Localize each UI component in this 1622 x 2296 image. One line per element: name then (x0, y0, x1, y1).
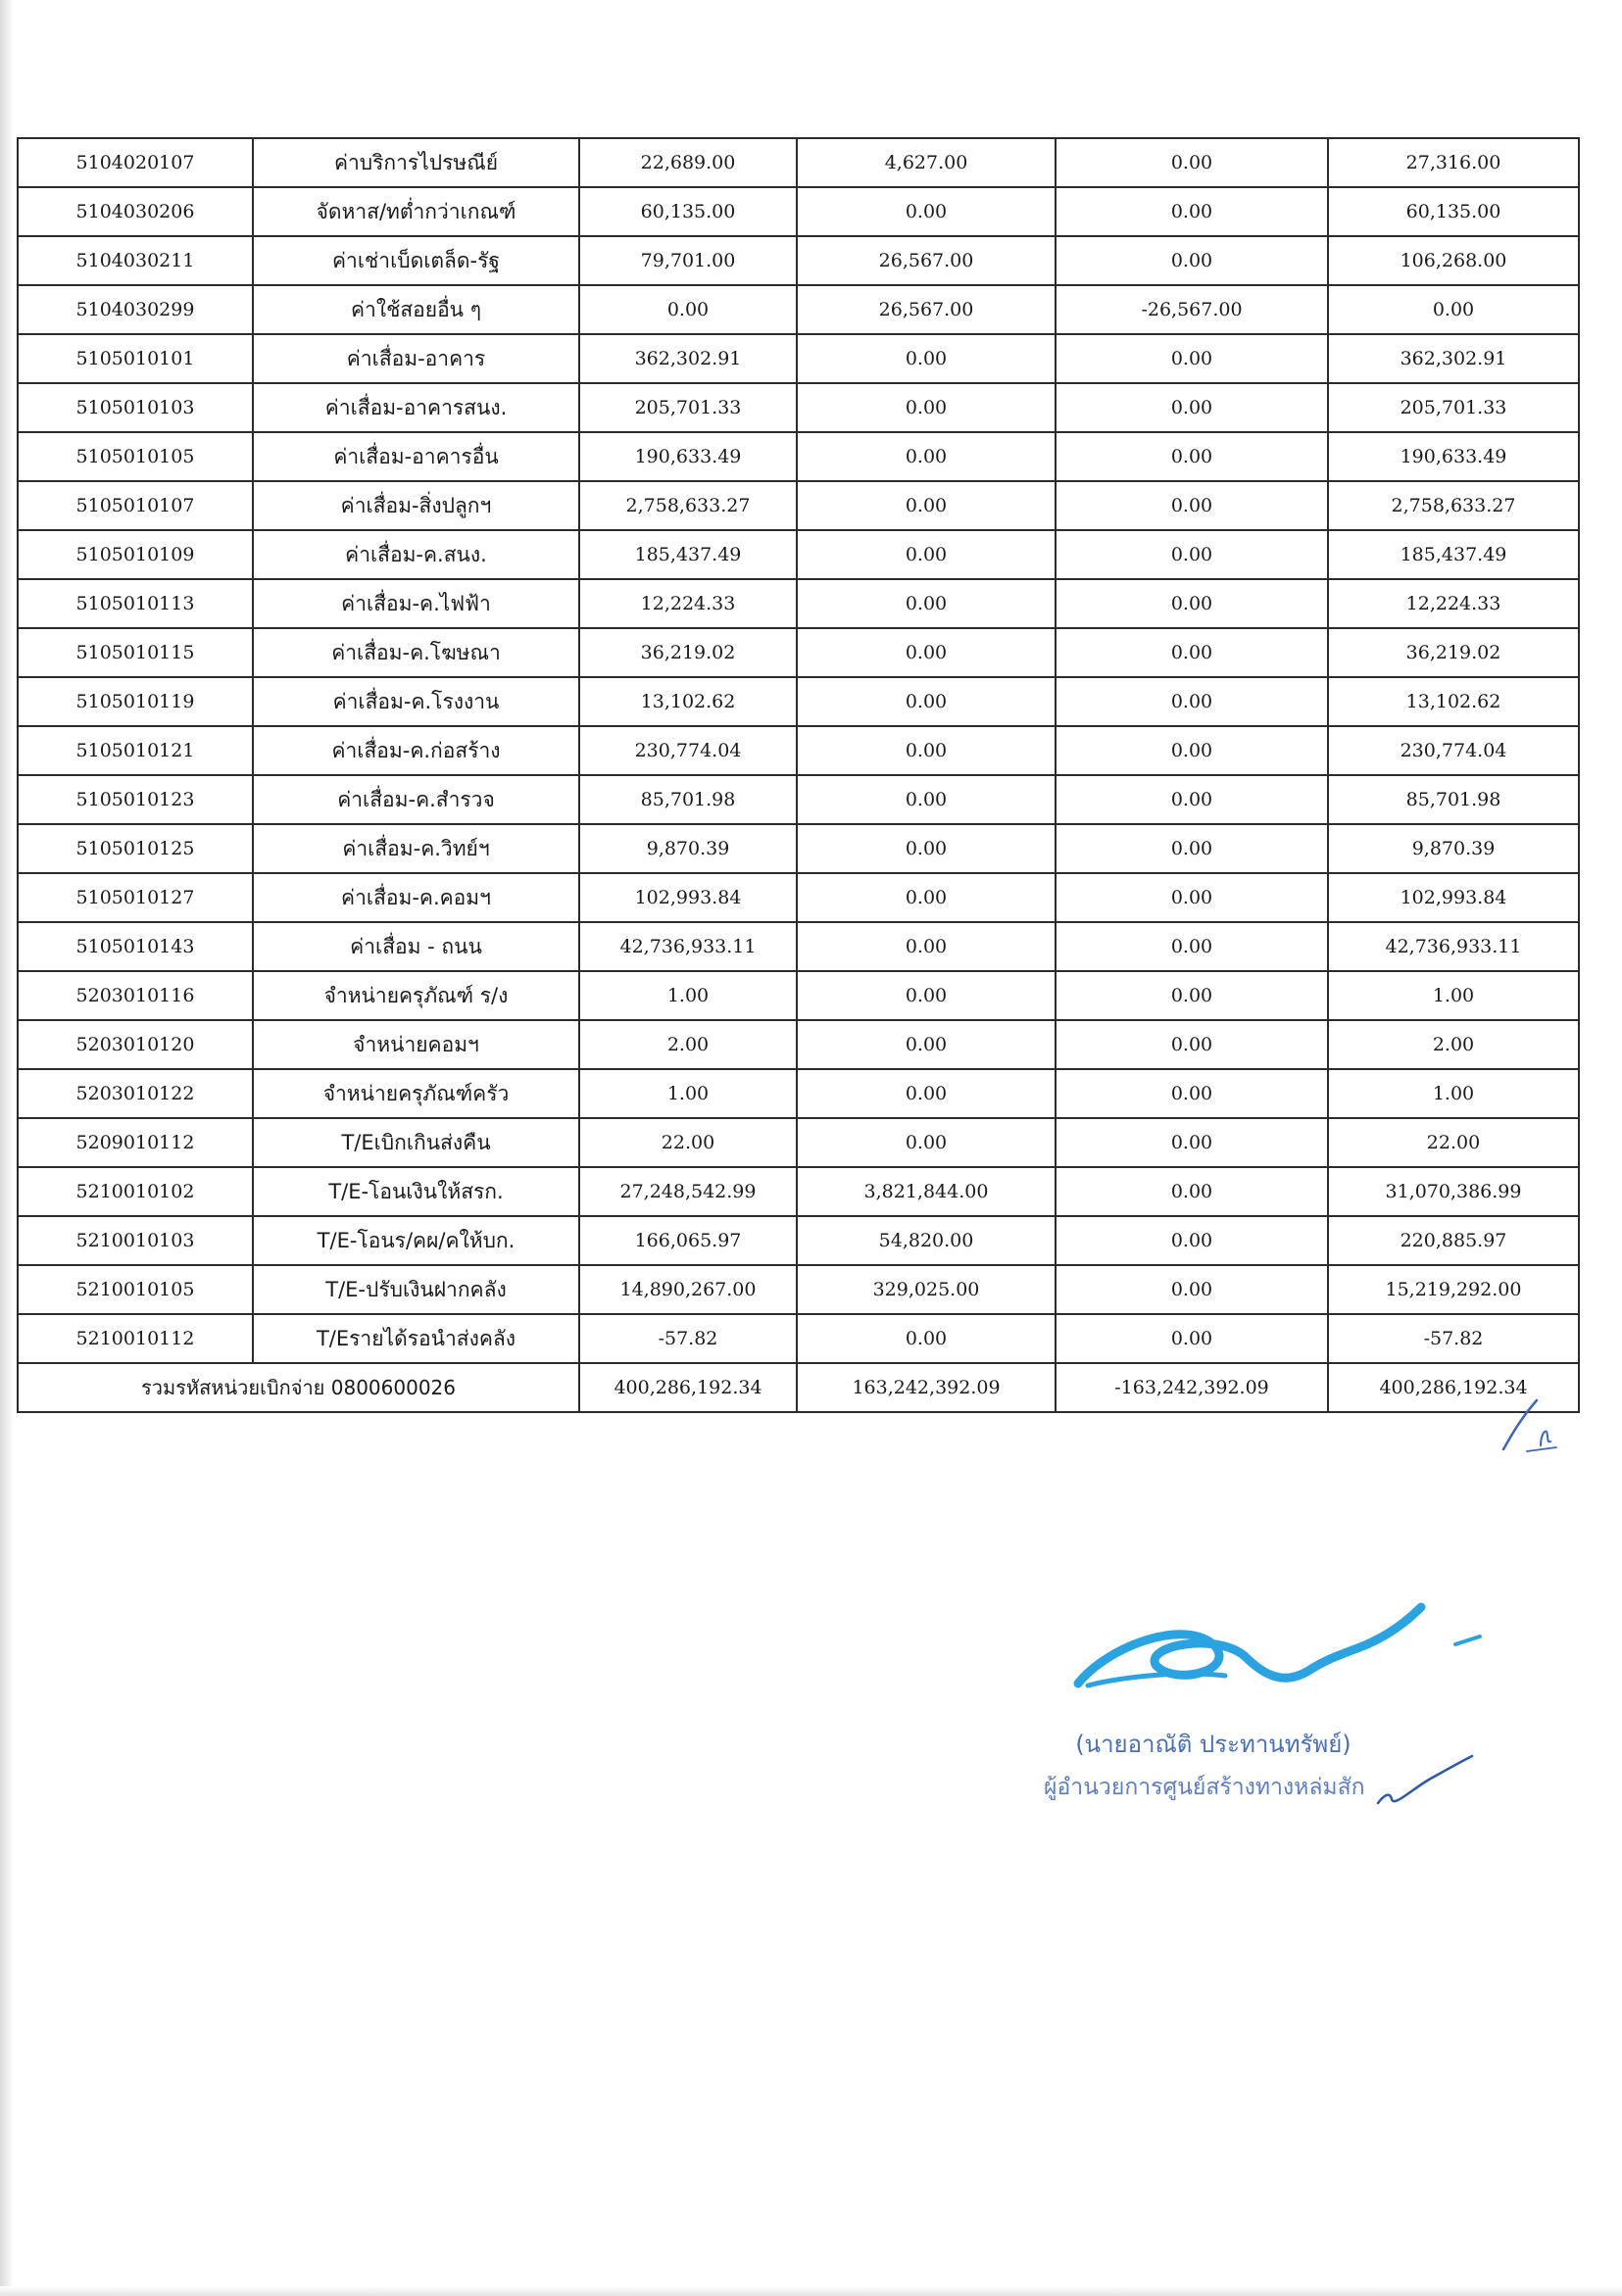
amount-cell-col3: 0.00 (1056, 1314, 1328, 1363)
amount-cell-col1: 36,219.02 (579, 628, 797, 677)
account-code-cell: 5104020107 (18, 138, 253, 187)
table-row (18, 1118, 1579, 1167)
amount-cell-col2: 0.00 (797, 1118, 1056, 1167)
account-code-cell: 5104030211 (18, 236, 253, 285)
table-row (18, 1167, 1579, 1216)
signer-name: (นายอาณัติ ประทานทรัพย์) (1075, 1731, 1352, 1758)
amount-cell-col1: 22.00 (579, 1118, 797, 1167)
table-row (18, 1314, 1579, 1363)
amount-cell-col3: 0.00 (1056, 1020, 1328, 1069)
account-code-cell: 5203010120 (18, 1020, 253, 1069)
amount-cell-col1: 230,774.04 (579, 726, 797, 775)
account-code-cell: 5105010125 (18, 824, 253, 873)
amount-cell-col1: 362,302.91 (579, 334, 797, 383)
account-code-cell: 5210010103 (18, 1216, 253, 1265)
account-description-cell: ค่าเสื่อม-อาคาร (253, 334, 579, 383)
account-description-cell: ค่าเสื่อม-สิ่งปลูกฯ (253, 481, 579, 530)
amount-cell-col3: 0.00 (1056, 1069, 1328, 1118)
amount-cell-col4: 42,736,933.11 (1328, 922, 1579, 971)
amount-cell-col4: 13,102.62 (1328, 677, 1579, 726)
account-description-cell: จำหน่ายครุภัณฑ์ครัว (253, 1069, 579, 1118)
scan-edge-bottom (0, 2286, 1622, 2296)
amount-cell-col3: 0.00 (1056, 677, 1328, 726)
table-row (18, 677, 1579, 726)
amount-cell-col2: 0.00 (797, 579, 1056, 628)
amount-cell-col1: 27,248,542.99 (579, 1167, 797, 1216)
amount-cell-col3: 0.00 (1056, 1167, 1328, 1216)
amount-cell-col1: 2,758,633.27 (579, 481, 797, 530)
account-code-cell: 5105010119 (18, 677, 253, 726)
amount-cell-col4: 185,437.49 (1328, 530, 1579, 579)
account-code-cell: 5104030206 (18, 187, 253, 236)
table-body (18, 138, 1579, 1412)
amount-cell-col4: 1.00 (1328, 1069, 1579, 1118)
amount-cell-col3: 0.00 (1056, 971, 1328, 1020)
amount-cell-col2: 0.00 (797, 628, 1056, 677)
check-tick-mark (1498, 1396, 1576, 1455)
table-row (18, 334, 1579, 383)
table-row (18, 530, 1579, 579)
amount-cell-col4: 85,701.98 (1328, 775, 1579, 824)
table-row (18, 579, 1579, 628)
account-description-cell: จำหน่ายคอมฯ (253, 1020, 579, 1069)
amount-cell-col1: 190,633.49 (579, 432, 797, 481)
account-description-cell: ค่าเสื่อม-ค.คอมฯ (253, 873, 579, 922)
initial-mark (1370, 1752, 1478, 1811)
amount-cell-col4: 60,135.00 (1328, 187, 1579, 236)
total-row (18, 1363, 1579, 1412)
amount-cell-col2: 26,567.00 (797, 285, 1056, 334)
amount-cell-col2: 0.00 (797, 1020, 1056, 1069)
account-description-cell: ค่าเสื่อม-ค.สนง. (253, 530, 579, 579)
amount-cell-col1: 14,890,267.00 (579, 1265, 797, 1314)
account-code-cell: 5105010121 (18, 726, 253, 775)
amount-cell-col3: 0.00 (1056, 383, 1328, 432)
table-row (18, 236, 1579, 285)
account-description-cell: ค่าเสื่อม-ค.สำรวจ (253, 775, 579, 824)
amount-cell-col1: 185,437.49 (579, 530, 797, 579)
table-row (18, 481, 1579, 530)
table-row (18, 775, 1579, 824)
amount-cell-col1: 1.00 (579, 971, 797, 1020)
amount-cell-col1: 13,102.62 (579, 677, 797, 726)
account-description-cell: จัดหาส/ทต่ำกว่าเกณฑ์ (253, 187, 579, 236)
account-code-cell: 5203010122 (18, 1069, 253, 1118)
amount-cell-col1: 79,701.00 (579, 236, 797, 285)
amount-cell-col4: 9,870.39 (1328, 824, 1579, 873)
amount-cell-col3: 0.00 (1056, 1265, 1328, 1314)
table-row (18, 383, 1579, 432)
account-description-cell: ค่าเสื่อม-ค.วิทย์ฯ (253, 824, 579, 873)
total-amount-cell-c2: 163,242,392.09 (797, 1363, 1056, 1412)
amount-cell-col4: 22.00 (1328, 1118, 1579, 1167)
amount-cell-col1: 2.00 (579, 1020, 797, 1069)
amount-cell-col2: 0.00 (797, 971, 1056, 1020)
account-code-cell: 5209010112 (18, 1118, 253, 1167)
account-code-cell: 5203010116 (18, 971, 253, 1020)
amount-cell-col2: 0.00 (797, 530, 1056, 579)
amount-cell-col3: 0.00 (1056, 530, 1328, 579)
account-description-cell: ค่าเสื่อม-ค.โฆษณา (253, 628, 579, 677)
account-description-cell: ค่าเสื่อม - ถนน (253, 922, 579, 971)
account-description-cell: ค่าเช่าเบ็ดเตล็ด-รัฐ (253, 236, 579, 285)
account-description-cell: ค่าเสื่อม-ค.โรงงาน (253, 677, 579, 726)
amount-cell-col3: 0.00 (1056, 187, 1328, 236)
amount-cell-col2: 0.00 (797, 481, 1056, 530)
account-description-cell: ค่าใช้สอยอื่น ๆ (253, 285, 579, 334)
account-code-cell: 5210010105 (18, 1265, 253, 1314)
amount-cell-col3: 0.00 (1056, 579, 1328, 628)
amount-cell-col3: 0.00 (1056, 922, 1328, 971)
amount-cell-col3: -26,567.00 (1056, 285, 1328, 334)
amount-cell-col3: 0.00 (1056, 1216, 1328, 1265)
amount-cell-col2: 4,627.00 (797, 138, 1056, 187)
amount-cell-col1: 9,870.39 (579, 824, 797, 873)
scan-edge-shadow (0, 0, 14, 2296)
account-code-cell: 5105010103 (18, 383, 253, 432)
table-row (18, 1069, 1579, 1118)
amount-cell-col3: 0.00 (1056, 481, 1328, 530)
account-code-cell: 5105010127 (18, 873, 253, 922)
amount-cell-col3: 0.00 (1056, 824, 1328, 873)
account-description-cell: T/Eรายได้รอนำส่งคลัง (253, 1314, 579, 1363)
account-description-cell: T/Eเบิกเกินส่งคืน (253, 1118, 579, 1167)
amount-cell-col2: 26,567.00 (797, 236, 1056, 285)
amount-cell-col4: 220,885.97 (1328, 1216, 1579, 1265)
account-description-cell: T/E-โอนเงินให้สรก. (253, 1167, 579, 1216)
total-amount-cell-c4: 400,286,192.34 (1328, 1363, 1579, 1412)
amount-cell-col4: 31,070,386.99 (1328, 1167, 1579, 1216)
amount-cell-col4: 15,219,292.00 (1328, 1265, 1579, 1314)
handwritten-signature (1068, 1578, 1490, 1705)
amount-cell-col4: 0.00 (1328, 285, 1579, 334)
amount-cell-col4: 2,758,633.27 (1328, 481, 1579, 530)
amount-cell-col4: 27,316.00 (1328, 138, 1579, 187)
account-description-cell: ค่าเสื่อม-อาคารอื่น (253, 432, 579, 481)
table-row (18, 726, 1579, 775)
amount-cell-col1: 42,736,933.11 (579, 922, 797, 971)
amount-cell-col3: 0.00 (1056, 873, 1328, 922)
account-description-cell: ค่าเสื่อม-ค.ก่อสร้าง (253, 726, 579, 775)
amount-cell-col3: 0.00 (1056, 1118, 1328, 1167)
account-code-cell: 5105010107 (18, 481, 253, 530)
amount-cell-col1: 85,701.98 (579, 775, 797, 824)
table-row (18, 628, 1579, 677)
account-code-cell: 5105010113 (18, 579, 253, 628)
account-code-cell: 5105010115 (18, 628, 253, 677)
total-amount-cell-c3: -163,242,392.09 (1056, 1363, 1328, 1412)
amount-cell-col1: 12,224.33 (579, 579, 797, 628)
amount-cell-col3: 0.00 (1056, 334, 1328, 383)
amount-cell-col1: 205,701.33 (579, 383, 797, 432)
amount-cell-col4: 106,268.00 (1328, 236, 1579, 285)
table-row (18, 873, 1579, 922)
account-description-cell: จำหน่ายครุภัณฑ์ ร/ง (253, 971, 579, 1020)
amount-cell-col4: 190,633.49 (1328, 432, 1579, 481)
amount-cell-col2: 54,820.00 (797, 1216, 1056, 1265)
account-code-cell: 5210010112 (18, 1314, 253, 1363)
account-code-cell: 5210010102 (18, 1167, 253, 1216)
amount-cell-col3: 0.00 (1056, 138, 1328, 187)
amount-cell-col4: 1.00 (1328, 971, 1579, 1020)
account-description-cell: T/E-โอนร/คผ/คให้บก. (253, 1216, 579, 1265)
amount-cell-col1: 0.00 (579, 285, 797, 334)
account-code-cell: 5105010105 (18, 432, 253, 481)
account-description-cell: ค่าบริการไปรษณีย์ (253, 138, 579, 187)
signer-title: ผู้อำนวยการศูนย์สร้างทางหล่มสัก (1044, 1775, 1365, 1800)
amount-cell-col1: 60,135.00 (579, 187, 797, 236)
amount-cell-col2: 0.00 (797, 873, 1056, 922)
amount-cell-col4: 230,774.04 (1328, 726, 1579, 775)
amount-cell-col2: 0.00 (797, 726, 1056, 775)
table-row (18, 187, 1579, 236)
amount-cell-col2: 3,821,844.00 (797, 1167, 1056, 1216)
table-row (18, 922, 1579, 971)
amount-cell-col1: 166,065.97 (579, 1216, 797, 1265)
amount-cell-col2: 0.00 (797, 432, 1056, 481)
amount-cell-col1: 22,689.00 (579, 138, 797, 187)
amount-cell-col4: 2.00 (1328, 1020, 1579, 1069)
account-code-cell: 5105010101 (18, 334, 253, 383)
amount-cell-col2: 0.00 (797, 1314, 1056, 1363)
amount-cell-col2: 0.00 (797, 334, 1056, 383)
table-row (18, 138, 1579, 187)
amount-cell-col2: 0.00 (797, 1069, 1056, 1118)
amount-cell-col4: 362,302.91 (1328, 334, 1579, 383)
amount-cell-col1: 1.00 (579, 1069, 797, 1118)
amount-cell-col3: 0.00 (1056, 726, 1328, 775)
amount-cell-col3: 0.00 (1056, 236, 1328, 285)
account-code-cell: 5105010109 (18, 530, 253, 579)
amount-cell-col2: 0.00 (797, 922, 1056, 971)
table-row (18, 971, 1579, 1020)
table-row (18, 1265, 1579, 1314)
amount-cell-col4: 102,993.84 (1328, 873, 1579, 922)
amount-cell-col1: -57.82 (579, 1314, 797, 1363)
amount-cell-col4: 205,701.33 (1328, 383, 1579, 432)
amount-cell-col3: 0.00 (1056, 432, 1328, 481)
account-code-cell: 5105010123 (18, 775, 253, 824)
account-description-cell: T/E-ปรับเงินฝากคลัง (253, 1265, 579, 1314)
amount-cell-col3: 0.00 (1056, 628, 1328, 677)
table-row (18, 285, 1579, 334)
amount-cell-col2: 0.00 (797, 824, 1056, 873)
amount-cell-col1: 102,993.84 (579, 873, 797, 922)
account-code-cell: 5104030299 (18, 285, 253, 334)
amount-cell-col4: 36,219.02 (1328, 628, 1579, 677)
total-label-cell: รวมรหัสหน่วยเบิกจ่าย 0800600026 (18, 1363, 579, 1412)
account-description-cell: ค่าเสื่อม-ค.ไฟฟ้า (253, 579, 579, 628)
amount-cell-col2: 0.00 (797, 677, 1056, 726)
trial-balance-table (17, 137, 1580, 1413)
account-description-cell: ค่าเสื่อม-อาคารสนง. (253, 383, 579, 432)
table-row (18, 432, 1579, 481)
amount-cell-col2: 0.00 (797, 775, 1056, 824)
total-amount-cell-c1: 400,286,192.34 (579, 1363, 797, 1412)
account-code-cell: 5105010143 (18, 922, 253, 971)
table-row (18, 824, 1579, 873)
amount-cell-col3: 0.00 (1056, 775, 1328, 824)
amount-cell-col2: 0.00 (797, 187, 1056, 236)
amount-cell-col4: -57.82 (1328, 1314, 1579, 1363)
amount-cell-col2: 0.00 (797, 383, 1056, 432)
table-row (18, 1216, 1579, 1265)
amount-cell-col4: 12,224.33 (1328, 579, 1579, 628)
table-row (18, 1020, 1579, 1069)
amount-cell-col2: 329,025.00 (797, 1265, 1056, 1314)
